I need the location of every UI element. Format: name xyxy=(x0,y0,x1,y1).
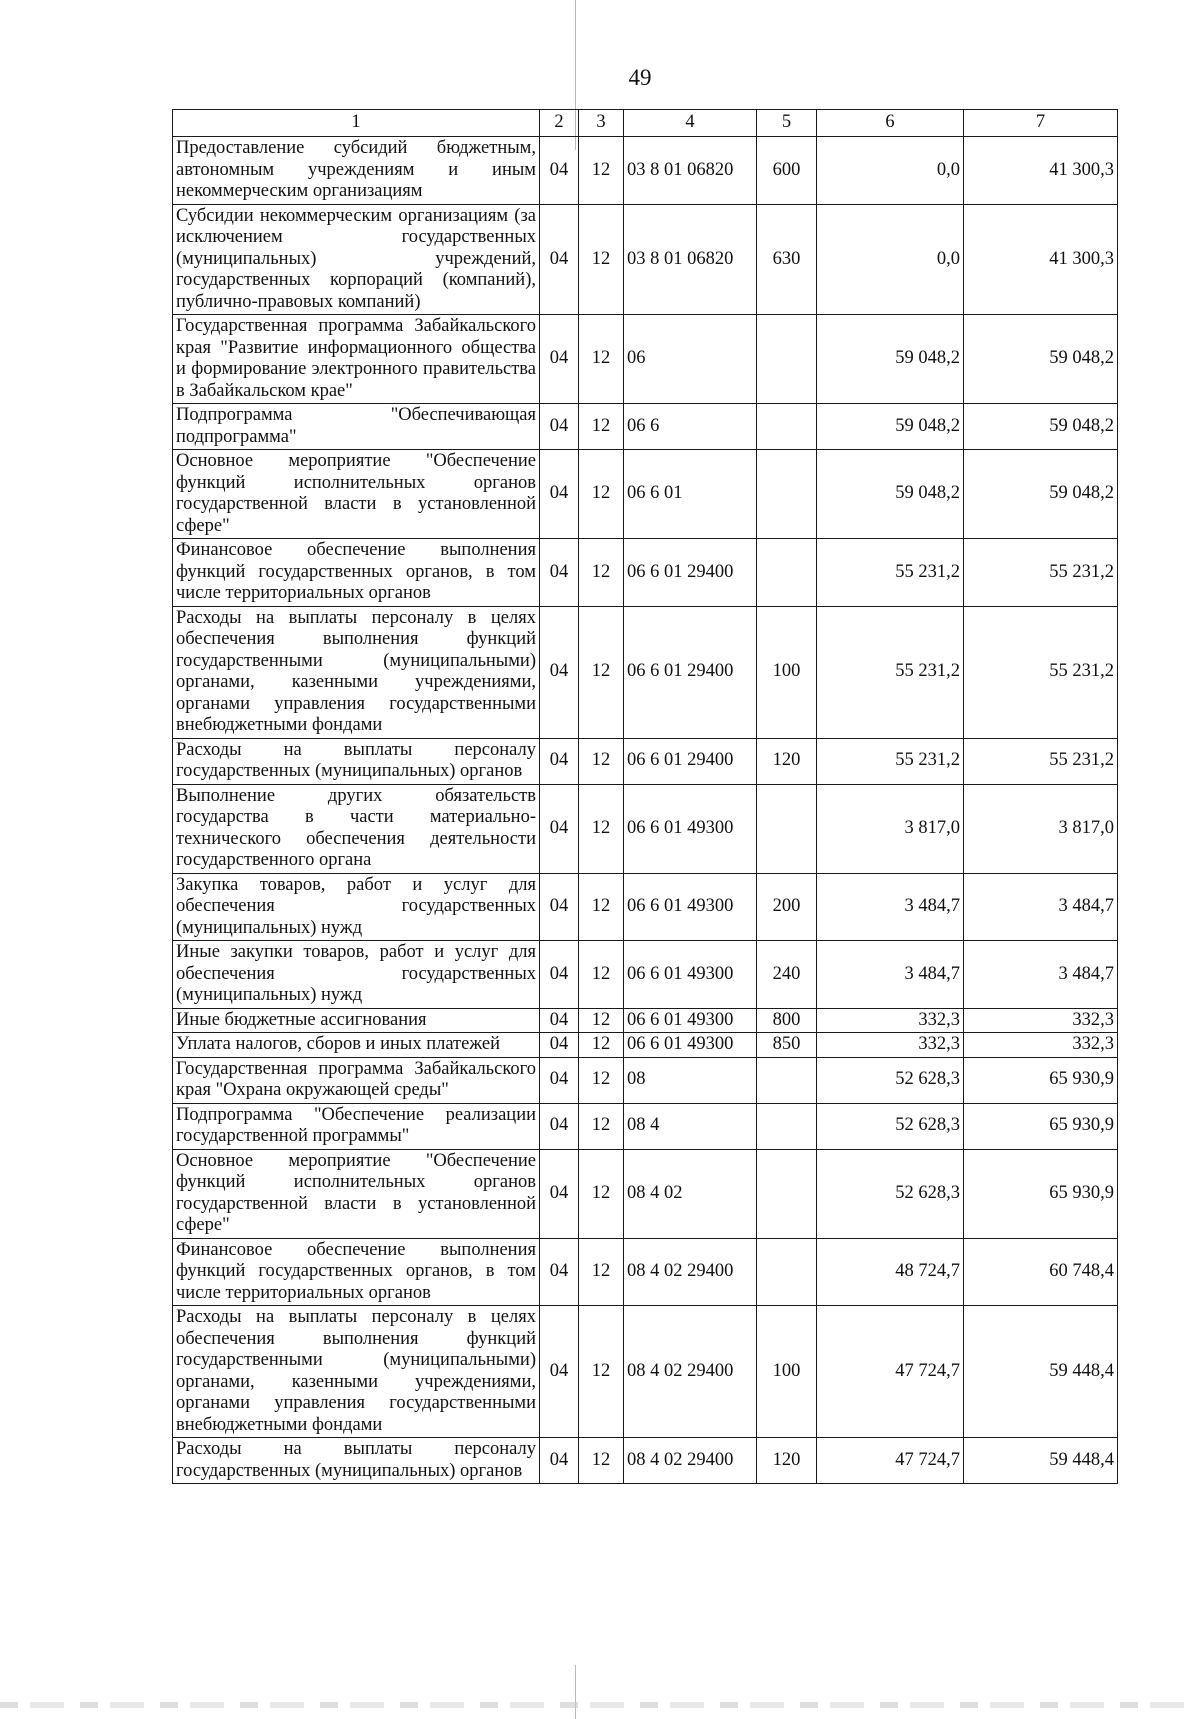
cell-name: Расходы на выплаты персоналу в целях обеспечения выполнения функций государственными (муниципальными) органами, казенными учреждениями, органами управления государственными внебюджетными фондами xyxy=(173,606,540,738)
cell-amount-2: 41 300,3 xyxy=(964,137,1118,205)
cell-section: 04 xyxy=(540,1057,579,1103)
cell-expense-type: 600 xyxy=(757,137,817,205)
cell-amount-1: 55 231,2 xyxy=(817,606,964,738)
cell-name: Финансовое обеспечение выполнения функций государственных органов, в том числе территориальных органов xyxy=(173,539,540,607)
cell-subsection: 12 xyxy=(579,873,624,941)
cell-amount-1: 55 231,2 xyxy=(817,539,964,607)
column-header: 4 xyxy=(624,110,757,137)
column-header: 2 xyxy=(540,110,579,137)
table-row xyxy=(173,539,1118,607)
cell-section: 04 xyxy=(540,404,579,450)
cell-section: 04 xyxy=(540,738,579,784)
cell-section: 04 xyxy=(540,784,579,873)
cell-name: Закупка товаров, работ и услуг для обеспечения государственных (муниципальных) нужд xyxy=(173,873,540,941)
cell-subsection: 12 xyxy=(579,1438,624,1484)
cell-expense-type xyxy=(757,539,817,607)
table-row xyxy=(173,941,1118,1009)
cell-section: 04 xyxy=(540,539,579,607)
cell-amount-1: 52 628,3 xyxy=(817,1057,964,1103)
cell-expense-type: 630 xyxy=(757,204,817,315)
fold-line xyxy=(575,1665,576,1719)
cell-target-article: 06 6 01 29400 xyxy=(624,738,757,784)
cell-target-article: 06 xyxy=(624,315,757,404)
cell-target-article: 08 xyxy=(624,1057,757,1103)
cell-amount-2: 3 484,7 xyxy=(964,873,1118,941)
cell-amount-2: 3 484,7 xyxy=(964,941,1118,1009)
column-header: 1 xyxy=(173,110,540,137)
cell-amount-1: 47 724,7 xyxy=(817,1438,964,1484)
cell-name: Выполнение других обязательств государства в части материально-технического обеспечения деятельности государственного органа xyxy=(173,784,540,873)
cell-subsection: 12 xyxy=(579,941,624,1009)
cell-amount-1: 55 231,2 xyxy=(817,738,964,784)
cell-target-article: 06 6 01 49300 xyxy=(624,941,757,1009)
table-row xyxy=(173,606,1118,738)
cell-section: 04 xyxy=(540,137,579,205)
cell-section: 04 xyxy=(540,873,579,941)
table-row xyxy=(173,738,1118,784)
cell-subsection: 12 xyxy=(579,1103,624,1149)
cell-subsection: 12 xyxy=(579,606,624,738)
cell-subsection: 12 xyxy=(579,404,624,450)
cell-name: Иные бюджетные ассигнования xyxy=(173,1008,540,1033)
cell-target-article: 06 6 01 29400 xyxy=(624,606,757,738)
table-header-row xyxy=(173,110,1118,137)
cell-amount-2: 55 231,2 xyxy=(964,539,1118,607)
cell-amount-1: 59 048,2 xyxy=(817,450,964,539)
cell-target-article: 08 4 02 29400 xyxy=(624,1306,757,1438)
cell-section: 04 xyxy=(540,941,579,1009)
cell-amount-1: 52 628,3 xyxy=(817,1103,964,1149)
cell-target-article: 06 6 01 49300 xyxy=(624,873,757,941)
cell-target-article: 06 6 01 49300 xyxy=(624,784,757,873)
cell-target-article: 06 6 01 49300 xyxy=(624,1033,757,1058)
cell-expense-type xyxy=(757,315,817,404)
cell-expense-type: 850 xyxy=(757,1033,817,1058)
cell-subsection: 12 xyxy=(579,1033,624,1058)
cell-amount-1: 59 048,2 xyxy=(817,315,964,404)
cell-name: Основное мероприятие "Обеспечение функций исполнительных органов государственной власти в установленной сфере" xyxy=(173,1149,540,1238)
table-row xyxy=(173,1306,1118,1438)
table-row xyxy=(173,450,1118,539)
cell-target-article: 06 6 01 49300 xyxy=(624,1008,757,1033)
table-row xyxy=(173,1103,1118,1149)
column-header: 6 xyxy=(817,110,964,137)
cell-section: 04 xyxy=(540,1306,579,1438)
cell-amount-2: 41 300,3 xyxy=(964,204,1118,315)
cell-name: Иные закупки товаров, работ и услуг для обеспечения государственных (муниципальных) нужд xyxy=(173,941,540,1009)
cell-name: Расходы на выплаты персоналу в целях обеспечения выполнения функций государственными (муниципальными) органами, казенными учреждениями, органами управления государственными внебюджетными фондами xyxy=(173,1306,540,1438)
cell-subsection: 12 xyxy=(579,1238,624,1306)
cell-expense-type xyxy=(757,1238,817,1306)
cell-subsection: 12 xyxy=(579,1057,624,1103)
cell-amount-2: 60 748,4 xyxy=(964,1238,1118,1306)
cell-target-article: 08 4 02 xyxy=(624,1149,757,1238)
cell-amount-1: 0,0 xyxy=(817,204,964,315)
cell-name: Подпрограмма "Обеспечивающая подпрограмма" xyxy=(173,404,540,450)
cell-target-article: 03 8 01 06820 xyxy=(624,137,757,205)
cell-amount-2: 65 930,9 xyxy=(964,1103,1118,1149)
table-row xyxy=(173,784,1118,873)
column-header: 3 xyxy=(579,110,624,137)
scan-edge-noise xyxy=(0,1702,1200,1708)
column-header: 5 xyxy=(757,110,817,137)
cell-amount-2: 3 817,0 xyxy=(964,784,1118,873)
cell-name: Подпрограмма "Обеспечение реализации государственной программы" xyxy=(173,1103,540,1149)
cell-section: 04 xyxy=(540,204,579,315)
cell-name: Государственная программа Забайкальского края "Охрана окружающей среды" xyxy=(173,1057,540,1103)
cell-expense-type xyxy=(757,1103,817,1149)
cell-expense-type xyxy=(757,450,817,539)
cell-expense-type: 120 xyxy=(757,738,817,784)
cell-name: Субсидии некоммерческим организациям (за исключением государственных (муниципальных) учреждений, государственных корпораций (компаний), публично-правовых компаний) xyxy=(173,204,540,315)
cell-section: 04 xyxy=(540,1103,579,1149)
cell-amount-2: 65 930,9 xyxy=(964,1057,1118,1103)
table-row xyxy=(173,315,1118,404)
cell-section: 04 xyxy=(540,1238,579,1306)
cell-amount-1: 59 048,2 xyxy=(817,404,964,450)
table-row xyxy=(173,1438,1118,1484)
cell-subsection: 12 xyxy=(579,784,624,873)
cell-name: Предоставление субсидий бюджетным, автономным учреждениям и иным некоммерческим организациям xyxy=(173,137,540,205)
cell-subsection: 12 xyxy=(579,1008,624,1033)
cell-amount-2: 65 930,9 xyxy=(964,1149,1118,1238)
cell-amount-2: 59 048,2 xyxy=(964,315,1118,404)
table-row xyxy=(173,137,1118,205)
cell-target-article: 06 6 xyxy=(624,404,757,450)
cell-subsection: 12 xyxy=(579,204,624,315)
cell-target-article: 06 6 01 29400 xyxy=(624,539,757,607)
table-row xyxy=(173,873,1118,941)
table-row xyxy=(173,1238,1118,1306)
cell-amount-1: 332,3 xyxy=(817,1008,964,1033)
cell-subsection: 12 xyxy=(579,1306,624,1438)
cell-amount-2: 55 231,2 xyxy=(964,738,1118,784)
cell-section: 04 xyxy=(540,606,579,738)
cell-expense-type xyxy=(757,404,817,450)
table-row xyxy=(173,404,1118,450)
cell-expense-type xyxy=(757,1149,817,1238)
cell-amount-2: 59 048,2 xyxy=(964,450,1118,539)
cell-expense-type: 100 xyxy=(757,606,817,738)
table-row xyxy=(173,1033,1118,1058)
cell-name: Финансовое обеспечение выполнения функций государственных органов, в том числе территориальных органов xyxy=(173,1238,540,1306)
cell-amount-2: 332,3 xyxy=(964,1008,1118,1033)
cell-section: 04 xyxy=(540,450,579,539)
cell-subsection: 12 xyxy=(579,1149,624,1238)
cell-subsection: 12 xyxy=(579,450,624,539)
cell-section: 04 xyxy=(540,315,579,404)
cell-amount-1: 48 724,7 xyxy=(817,1238,964,1306)
cell-amount-2: 59 048,2 xyxy=(964,404,1118,450)
budget-table xyxy=(172,109,1118,1484)
cell-target-article: 08 4 02 29400 xyxy=(624,1438,757,1484)
cell-expense-type: 200 xyxy=(757,873,817,941)
table-row xyxy=(173,204,1118,315)
cell-name: Основное мероприятие "Обеспечение функций исполнительных органов государственной власти в установленной сфере" xyxy=(173,450,540,539)
cell-section: 04 xyxy=(540,1149,579,1238)
cell-amount-1: 52 628,3 xyxy=(817,1149,964,1238)
cell-section: 04 xyxy=(540,1033,579,1058)
cell-amount-1: 3 484,7 xyxy=(817,941,964,1009)
cell-amount-1: 3 484,7 xyxy=(817,873,964,941)
cell-target-article: 08 4 xyxy=(624,1103,757,1149)
cell-expense-type: 800 xyxy=(757,1008,817,1033)
cell-amount-1: 0,0 xyxy=(817,137,964,205)
cell-expense-type xyxy=(757,784,817,873)
cell-expense-type xyxy=(757,1057,817,1103)
cell-amount-2: 59 448,4 xyxy=(964,1306,1118,1438)
cell-amount-1: 47 724,7 xyxy=(817,1306,964,1438)
cell-amount-1: 3 817,0 xyxy=(817,784,964,873)
cell-amount-2: 55 231,2 xyxy=(964,606,1118,738)
cell-subsection: 12 xyxy=(579,137,624,205)
cell-expense-type: 120 xyxy=(757,1438,817,1484)
cell-expense-type: 100 xyxy=(757,1306,817,1438)
cell-name: Уплата налогов, сборов и иных платежей xyxy=(173,1033,540,1058)
cell-amount-1: 332,3 xyxy=(817,1033,964,1058)
cell-section: 04 xyxy=(540,1438,579,1484)
table-body xyxy=(173,137,1118,1484)
cell-amount-2: 332,3 xyxy=(964,1033,1118,1058)
cell-name: Расходы на выплаты персоналу государственных (муниципальных) органов xyxy=(173,1438,540,1484)
cell-subsection: 12 xyxy=(579,738,624,784)
cell-name: Расходы на выплаты персоналу государственных (муниципальных) органов xyxy=(173,738,540,784)
cell-subsection: 12 xyxy=(579,539,624,607)
table-row xyxy=(173,1149,1118,1238)
cell-section: 04 xyxy=(540,1008,579,1033)
column-header: 7 xyxy=(964,110,1118,137)
page-number: 49 xyxy=(628,65,652,90)
cell-expense-type: 240 xyxy=(757,941,817,1009)
cell-target-article: 06 6 01 xyxy=(624,450,757,539)
cell-amount-2: 59 448,4 xyxy=(964,1438,1118,1484)
cell-subsection: 12 xyxy=(579,315,624,404)
cell-target-article: 08 4 02 29400 xyxy=(624,1238,757,1306)
table-row xyxy=(173,1008,1118,1033)
cell-name: Государственная программа Забайкальского края "Развитие информационного общества и формирование электронного правительства в Забайкальском крае" xyxy=(173,315,540,404)
table-row xyxy=(173,1057,1118,1103)
cell-target-article: 03 8 01 06820 xyxy=(624,204,757,315)
